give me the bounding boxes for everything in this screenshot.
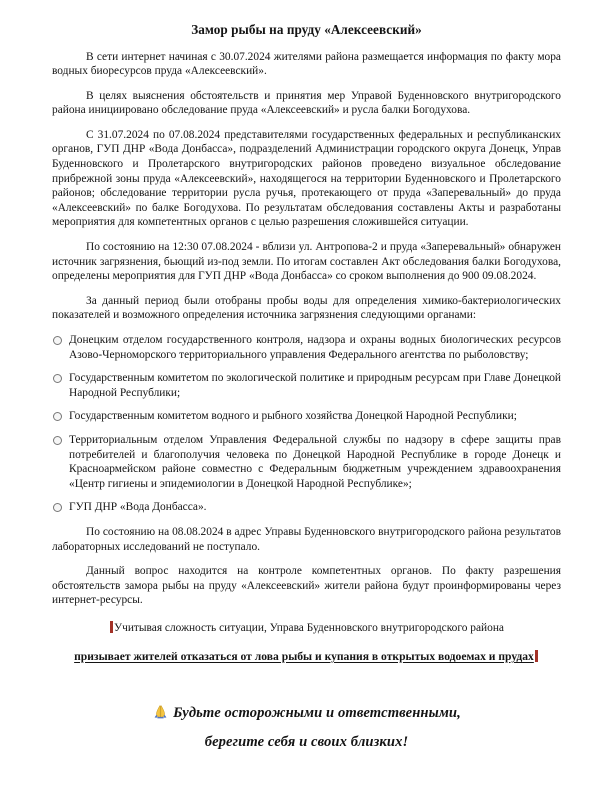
red-marker-bar-start (110, 621, 113, 633)
closing-block (52, 700, 561, 755)
organization-label: Донецким отделом государственного контроля, надзора и охраны водных биологических ресурсов Азово-Черноморского территориального управления Федерального агентства по рыболовству; (69, 334, 561, 361)
organizations-list (52, 333, 561, 515)
folded-hands-icon (152, 703, 169, 729)
circle-bullet-icon (53, 336, 62, 345)
list-item (52, 371, 561, 400)
organization-label: ГУП ДНР «Вода Донбасса». (69, 501, 207, 514)
list-item (52, 333, 561, 362)
circle-bullet-icon (53, 503, 62, 512)
closing-line-2: берегите себя и своих близких! (204, 733, 409, 750)
appeal-line-2 (52, 649, 561, 664)
list-item (52, 409, 561, 424)
appeal-line-1 (52, 621, 561, 636)
paragraph-pollution-source: По состоянию на 12:30 07.08.2024 - вблизи ул. Антропова-2 и пруда «Заперевальный» обнаружен источник загрязнения, бьющий из-под земли. По итогам составлен Акт обследования балки Богодухова, определены мероприятия для ГУП ДНР «Вода Донбасса» со сроком выполнения до 900 09.08.2024. (52, 241, 561, 283)
paragraph-lab-results: По состоянию на 08.08.2024 в адрес Управы Буденновского внутригородского района результатов лабораторных исследований не поступало. (52, 525, 561, 553)
page-title: Замор рыбы на пруду «Алексеевский» (191, 22, 422, 37)
closing-text-1: Будьте осторожными и ответственными, (173, 704, 461, 721)
organization-label: Государственным комитетом по экологической политике и природным ресурсам при Главе Донецкой Народной Республики; (69, 372, 561, 399)
organization-label: Государственным комитетом водного и рыбного хозяйства Донецкой Народной Республики; (69, 410, 517, 423)
appeal-block (52, 621, 561, 664)
paragraph-inspection: С 31.07.2024 по 07.08.2024 представителями государственных федеральных и республиканских органов, ГУП ДНР «Вода Донбасса», подразделений Администрации городского округа Донецк, Управ Буденновского и Пролетарского внутригородских районов проведено визуальное обследование прибрежной зоны пруда «Алексеевский», находящегося на территории Буденновского и Пролетарского районов; обследование территории русла ручья, протекающего от пруда «Заперевальный» до пруда «Алексеевский» по балке Богодухова. По результатам обследования составлены Акты и разработаны мероприятия для компетентных органов с целью разрешения сложившейся ситуации. (52, 128, 561, 229)
circle-bullet-icon (53, 412, 62, 421)
circle-bullet-icon (53, 436, 62, 445)
red-marker-bar-end (535, 650, 538, 662)
paragraph-intro: В сети интернет начиная с 30.07.2024 жителями района размещается информация по факту мора водных биоресурсов пруда «Алексеевский». (52, 50, 561, 78)
paragraph-control: Данный вопрос находится на контроле компетентных органов. По факту разрешения обстоятельств замора рыбы на пруду «Алексеевский» жители района будут проинформированы через интернет-ресурсы. (52, 565, 561, 607)
closing-line-1 (52, 700, 561, 729)
list-item (52, 433, 561, 491)
circle-bullet-icon (53, 374, 62, 383)
list-item (52, 500, 561, 515)
organization-label: Территориальным отделом Управления Федеральной службы по надзору в сфере защиты прав потребителей и благополучия человека по Донецкой Народной Республике в городе Донецк и Красноармейском районе совместно с Федеральным бюджетным учреждением здравоохранения «Центр гигиены и эпидемиологии в Донецкой Народной Республике»; (69, 433, 561, 490)
paragraph-water-samples: За данный период были отобраны пробы воды для определения химико-бактериологических показателей и возможного определения источника загрязнения следующими органами: (52, 294, 561, 322)
appeal-line-2-text: призывает жителей отказаться от лова рыбы и купания в открытых водоемах и прудах (74, 649, 534, 663)
paragraph-purpose: В целях выяснения обстоятельств и принятия мер Управой Буденновского внутригородского района инициировано обследование пруда «Алексеевский» и русла балки Богодухова. (52, 89, 561, 117)
appeal-line-1-text: Учитывая сложность ситуации, Управа Буденновского внутригородского района (114, 621, 504, 634)
